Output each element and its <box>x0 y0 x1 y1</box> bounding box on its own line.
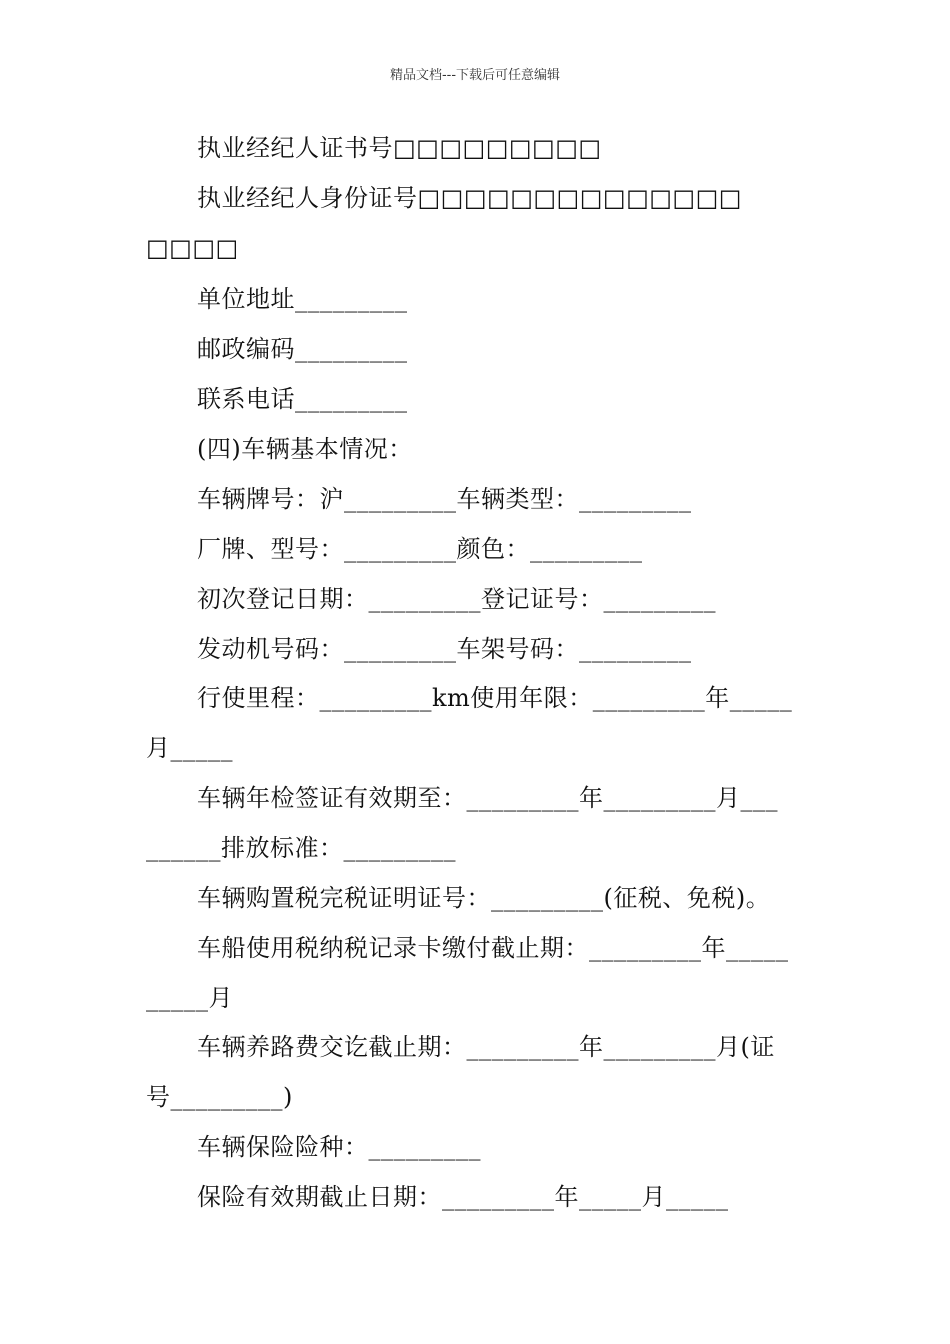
postal-code-line: 邮政编码_________ <box>197 335 408 363</box>
page-header: 精品文档---下载后可任意编辑 <box>389 68 561 83</box>
vehicle-tax-continuation: _____月 <box>146 984 233 1012</box>
mileage-line: 行使里程：_________km使用年限：_________年_____ <box>197 684 793 712</box>
contact-phone-line: 联系电话_________ <box>197 385 408 413</box>
emission-line: ______排放标准：_________ <box>146 834 456 862</box>
brand-color-line: 厂牌、型号：_________颜色：_________ <box>197 535 643 563</box>
engine-chassis-line: 发动机号码：_________车架号码：_________ <box>197 635 692 663</box>
road-fee-line: 车辆养路费交讫截止期：_________年_________月(证 <box>197 1033 775 1061</box>
broker-certificate-number-line: 执业经纪人证书号□□□□□□□□□ <box>197 134 602 162</box>
plate-type-line: 车辆牌号：沪_________车辆类型：_________ <box>197 485 692 513</box>
unit-address-line: 单位地址_________ <box>197 285 408 313</box>
section-heading: (四)车辆基本情况： <box>197 435 413 463</box>
road-fee-continuation: 号_________) <box>146 1083 293 1111</box>
vehicle-tax-line: 车船使用税纳税记录卡缴付截止期：_________年_____ <box>197 934 789 962</box>
insurance-type-line: 车辆保险险种：_________ <box>197 1133 481 1161</box>
inspection-line: 车辆年检签证有效期至：_________年_________月___ <box>197 784 778 812</box>
broker-id-number-continuation: □□□□ <box>146 234 239 262</box>
broker-id-number-line: 执业经纪人身份证号□□□□□□□□□□□□□□ <box>197 184 742 212</box>
insurance-expiry-line: 保险有效期截止日期：_________年_____月_____ <box>197 1183 729 1211</box>
mileage-continuation: 月_____ <box>146 734 233 762</box>
registration-line: 初次登记日期：_________登记证号：_________ <box>197 585 716 613</box>
purchase-tax-line: 车辆购置税完税证明证号：_________(征税、免税)。 <box>197 884 771 912</box>
